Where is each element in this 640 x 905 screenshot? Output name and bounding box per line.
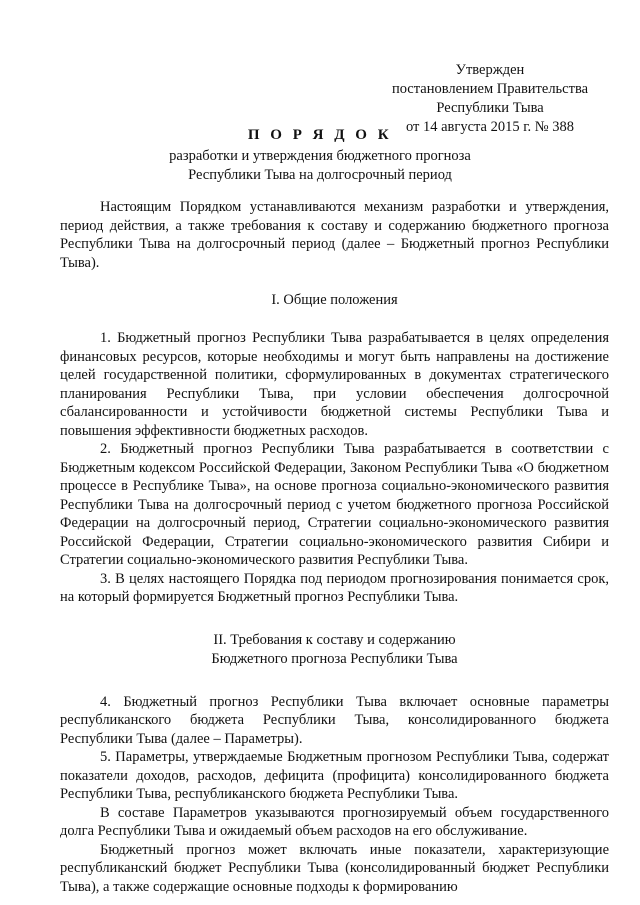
paragraph: 3. В целях настоящего Порядка под периодом прогнозирования понимается срок, на который формируется Бюджетный прогноз Республики Тыва. xyxy=(60,570,609,605)
approval-line: постановлением Правительства xyxy=(391,81,589,97)
paragraph: 2. Бюджетный прогноз Республики Тыва разрабатывается в соответствии с Бюджетным кодексом Российской Федерации, Законом Республики Тыва «О бюджетном процессе в Республике Тыва», на основе прогноза социально-экономического развития Республики Тыва на долгосрочный период с учетом бюджетного прогноза Российской Федерации на долгосрочный период, Стратегии социально-экономического развития Российской Федерации, Стратегии социально-экономического развития Сибири и Стратегии социально-экономического развития Республики Тыва. xyxy=(60,441,609,568)
paragraph: 1. Бюджетный прогноз Республики Тыва разрабатывается в целях определения финансовых ресурсов, которые необходимы и могут быть направлены на достижение целей государственной политики, сформулированных в документах стратегического планирования Республики Тыва, при условии обеспечения долгосрочной сбалансированности и устойчивости бюджетной системы Республики Тыва и повышения эффективности бюджетных расходов. xyxy=(60,330,609,439)
paragraph: 5. Параметры, утверждаемые Бюджетным прогнозом Республики Тыва, содержат показатели доходов, расходов, дефицита (профицита) консолидированного бюджета Республики Тыва, республиканского бюджета Республики Тыва. xyxy=(60,749,609,802)
subtitle-line: разработки и утверждения бюджетного прогноза xyxy=(169,148,471,164)
section-heading: Бюджетного прогноза Республики Тыва xyxy=(211,650,458,667)
approval-line: Утвержден xyxy=(455,62,525,78)
subtitle-line: Республики Тыва на долгосрочный период xyxy=(188,167,452,183)
paragraph: В составе Параметров указываются прогнозируемый объем государственного долга Республики Тыва и ожидаемый объем расходов на его обслуживание. xyxy=(60,804,609,839)
document-body xyxy=(60,198,609,896)
approval-line: Республики Тыва xyxy=(436,100,544,116)
document-title: П О Р Я Д О К xyxy=(247,127,393,143)
section-heading: II. Требования к составу и содержанию xyxy=(213,631,456,648)
section-heading: I. Общие положения xyxy=(271,292,398,308)
paragraph: 4. Бюджетный прогноз Республики Тыва включает основные параметры республиканского бюджета Республики Тыва, консолидированного бюджета Республики Тыва (далее – Параметры). xyxy=(60,693,609,747)
approval-date: от 14 августа 2015 г. № 388 xyxy=(405,119,575,135)
paragraph: Бюджетный прогноз может включать иные показатели, характеризующие республиканский бюджет Республики Тыва (консолидированный бюджет Республики Тыва), а также содержащие основные подходы к формированию xyxy=(60,841,609,895)
document-subtitle xyxy=(0,147,640,185)
intro-paragraph: Настоящим Порядком устанавливаются механизм разработки и утверждения, период действия, а также требования к составу и содержанию бюджетного прогноза Республики Тыва на долгосрочный период (далее – Бюджетный прогноз Республики Тыва). xyxy=(60,199,609,271)
